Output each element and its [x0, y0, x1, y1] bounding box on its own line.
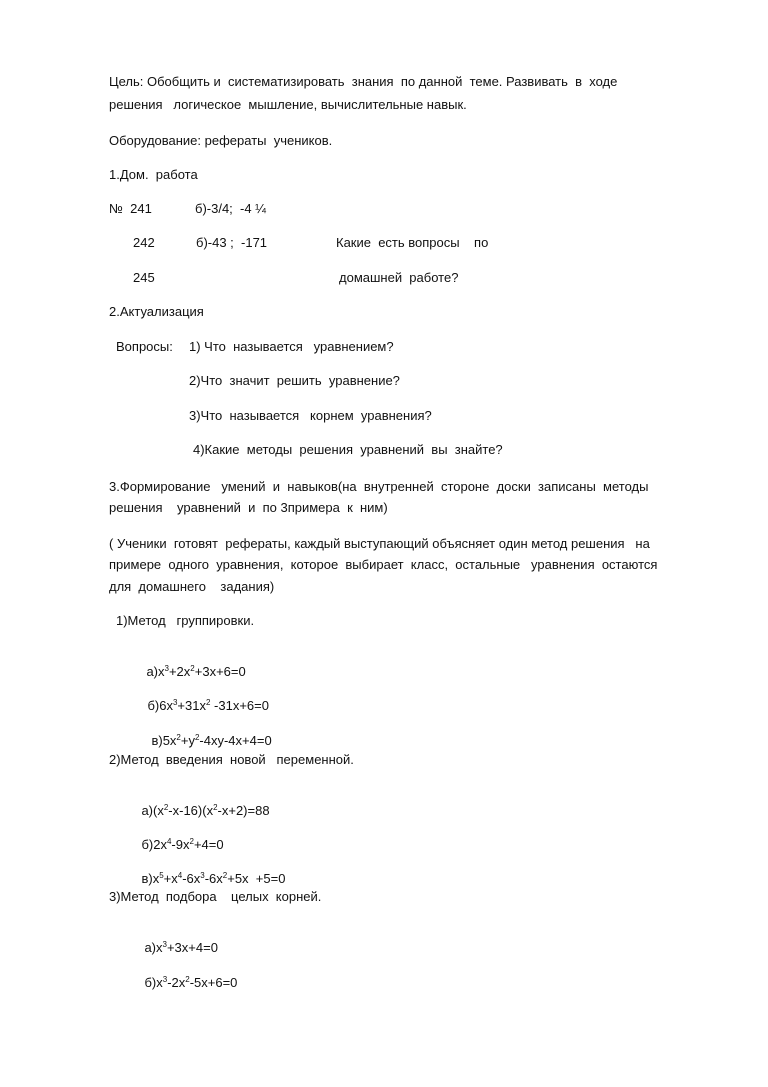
- method-2-equation-c: $в)х^5+х^4-6х^3-6х^2+5х +5=0$: [141, 871, 286, 886]
- method-1-title: 1)Метод группировки.: [116, 613, 255, 628]
- question-2: 2)Что значит решить уравнение?: [189, 373, 400, 388]
- homework-num-242: 242: [133, 235, 155, 250]
- method-1-equation-b: $б)6х^3+31х^2$ -31х+6=0: [147, 698, 269, 713]
- method-2-equation-b: $б)2х^4-9х^2+4=0$: [141, 837, 224, 852]
- goal-line-2: решения логическое мышление, вычислительные навык.: [109, 97, 467, 112]
- homework-num-241: № 241: [109, 201, 152, 216]
- homework-note-1: Какие есть вопросы по: [336, 235, 489, 250]
- formation-note-line-3: для домашнего задания): [109, 579, 275, 594]
- homework-heading: 1.Дом. работа: [109, 167, 198, 182]
- equipment-line: Оборудование: рефераты учеников.: [109, 133, 333, 148]
- actualization-heading: 2.Актуализация: [109, 304, 204, 319]
- formation-note-line-2: примере одного уравнения, которое выбирает класс, остальные уравнения остаются: [109, 557, 658, 572]
- method-3-equation-a: $а)х^3+3х+4=0$: [144, 940, 218, 955]
- method-3-title: 3)Метод подбора целых корней.: [109, 889, 322, 904]
- formation-heading-line-2: решения уравнений и по 3примера к ним): [109, 500, 388, 515]
- formation-heading-line-1: 3.Формирование умений и навыков(на внутренней стороне доски записаны методы: [109, 479, 649, 494]
- method-3-equation-b: $б)х^3-2х^2-5х+6=0$: [144, 975, 238, 990]
- homework-answer-242: б)-43 ; -171: [196, 235, 268, 250]
- questions-label: Вопросы:: [116, 339, 173, 354]
- question-1: 1) Что называется уравнением?: [189, 339, 394, 354]
- method-2-equation-a: $а)(х^2-х-16)(х^2-х+2)=88$: [141, 803, 270, 818]
- homework-note-2: домашней работе?: [339, 270, 459, 285]
- goal-line-1: Цель: Обобщить и систематизировать знания по данной теме. Развивать в ходе: [109, 74, 618, 89]
- method-1-equation-a: $а)х^3+2х^2+3х+6=0$: [146, 664, 246, 679]
- question-3: 3)Что называется корнем уравнения?: [189, 408, 432, 423]
- question-4: 4)Какие методы решения уравнений вы знайте?: [193, 442, 503, 457]
- method-2-title: 2)Метод введения новой переменной.: [109, 752, 354, 767]
- homework-num-245: 245: [133, 270, 155, 285]
- method-1-equation-c: $в)5х^2+у^2-4ху-4х+4=0$: [151, 733, 272, 748]
- homework-answer-241: б)-3/4; -4 ¼: [195, 201, 267, 216]
- formation-note-line-1: ( Ученики готовят рефераты, каждый выступающий объясняет один метод решения на: [109, 536, 650, 551]
